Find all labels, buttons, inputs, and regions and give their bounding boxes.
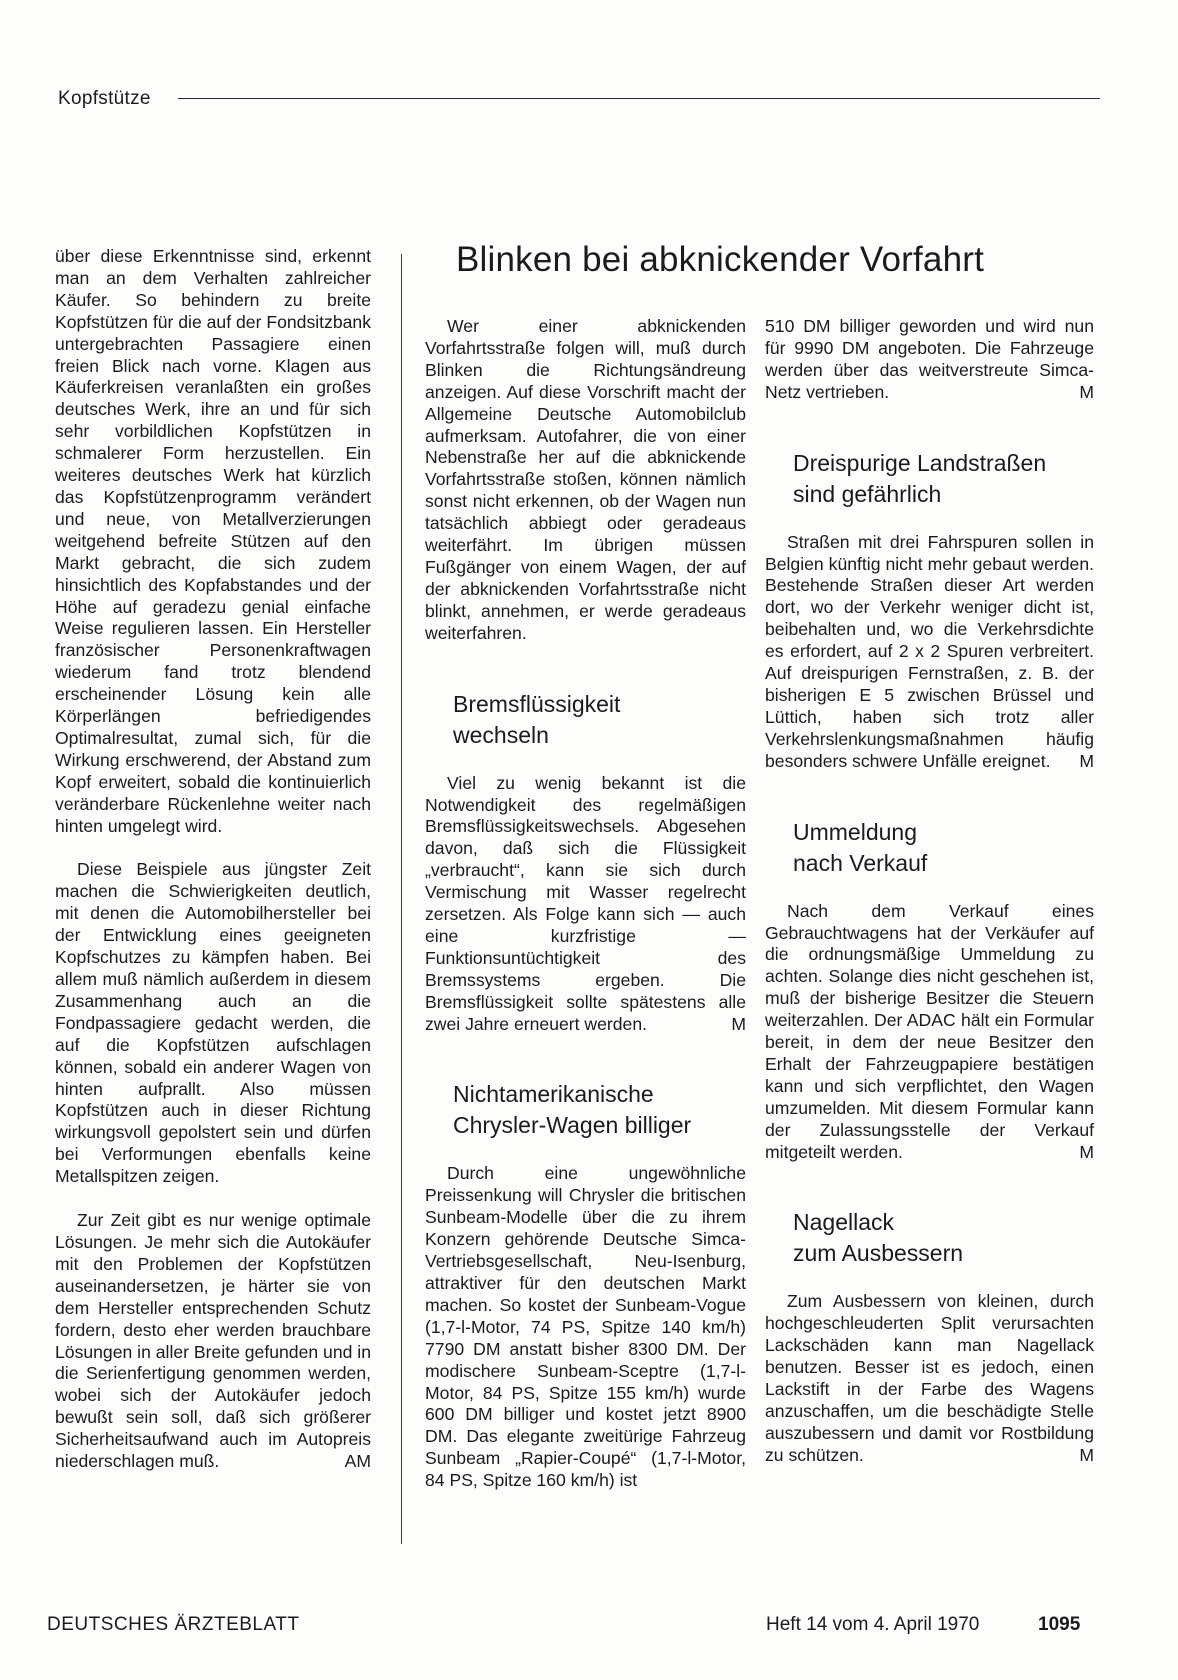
- subhead-line-1: Nichtamerikanische: [453, 1081, 654, 1108]
- left-column: [55, 246, 371, 1473]
- subhead-line-1: Dreispurige Landstraßen: [793, 449, 1047, 476]
- issue-info: Heft 14 vom 4. April 1970: [766, 1614, 980, 1635]
- subhead-line-2: wechseln: [453, 721, 549, 748]
- chrysler-continuation: [765, 316, 1094, 404]
- nagellack-heading: [765, 1207, 1094, 1269]
- dreispurige-text: Straßen mit drei Fahrspuren sollen in Belgien künftig nicht mehr gebaut werden. Bestehende Straßen dieser Art werden dort, wo der Verkehr weniger dicht ist, beibehalten und, wo die Verkehrsdichte es erfordert, auf 2 x 2 Spuren verbreitert. Auf dreispurigen Fernstraßen, z. B. der bisherigen E 5 zwischen Brüssel und Lüttich, haben sich trotz aller Verkehrslenkungsmaßnahmen häufig besonders schwere Unfälle ereignet.: [765, 531, 1094, 771]
- ummeldung-heading: [765, 817, 1094, 879]
- journal-name: DEUTSCHES ÄRZTEBLATT: [47, 1614, 300, 1635]
- nagellack-body: [765, 1291, 1094, 1466]
- chrysler-continuation-text: 510 DM billiger geworden und wird nun für 9990 DM angeboten. Die Fahrzeuge werden über das weitverstreute Simca-Netz vertrieben.: [765, 316, 1094, 402]
- author-signature: M: [731, 1013, 746, 1034]
- subhead-line-2: nach Verkauf: [793, 849, 928, 876]
- author-signature: M: [1079, 381, 1094, 402]
- left-paragraph-3-text: Zur Zeit gibt es nur wenige optimale Lösungen. Je mehr sich die Autokäufer mit den Problemen der Kopfstützen auseinandersetzen, je härter sie von dem Hersteller entsprechenden Schutz fordern, desto eher werden brauchbare Lösungen in aller Breite gefunden und in die Serienfertigung genommen werden, wobei sich der Autokäufer jedoch bewußt sein soll, daß sich größerer Sicherheitsaufwand auch im Autopreis niederschlagen muß.: [55, 1210, 371, 1472]
- subhead-line-2: Chrysler-Wagen billiger: [453, 1112, 692, 1139]
- dreispurige-body: [765, 532, 1094, 773]
- author-signature: AM: [344, 1451, 371, 1472]
- dreispurige-heading: [765, 448, 1094, 510]
- header-rule: [178, 98, 1100, 99]
- main-headline: Blinken bei abknickender Vorfahrt: [456, 240, 985, 279]
- left-paragraph-1: über diese Erkenntnisse sind, erkennt man an dem Verhalten zahlreicher Käufer. So behindern zu breite Kopfstützen für die auf der Fondsitzbank untergebrachten Passagiere einen freien Blick nach vorne. Klagen aus Käuferkreisen veranlaßten ein großes deutsches Werk, ihre an und für sich sehr vorbildlichen Kopfstützen in schmalerer Form herzustellen. Ein weiteres deutsches Werk hat kürzlich das Kopfstützenprogramm verändert und neue, von Metallverzierungen weitgehend befreite Stützen auf den Markt gebracht, die sich zudem hinsichtlich des Kopfabstandes und der Höhe auf geradezu genial einfache Weise regulieren lassen. Ein Hersteller französischer Personenkraftwagen wiederum fand trotz blendend erscheinender Lösung kein alle Körperlängen befriedigendes Optimalresultat, zumal sich, für die Wirkung erschwerend, der Abstand zum Kopf erweitert, sobald die kontinuierlich veränderbare Rückenlehne weiter nach hinten umgelegt wird.: [55, 246, 371, 836]
- left-paragraph-3: [55, 1210, 371, 1473]
- ummeldung-text: Nach dem Verkauf eines Gebrauchtwagens hat der Verkäufer auf die ordnungsmäßige Ummeldung zu achten. Solange dies nicht geschehen ist, muß der bisherige Besitzer die Steuern weiterzahlen. Der ADAC hält ein Formular bereit, in dem der neue Besitzer den Erhalt der Fahrzeugpapiere bestätigen kann und sich verpflichtet, den Wagen umzumelden. Mit diesem Formular kann der Zulassungsstelle der Verkauf mitgeteilt werden.: [765, 900, 1094, 1162]
- section-label: Kopfstütze: [58, 88, 151, 109]
- author-signature: M: [1079, 1444, 1094, 1465]
- bremsfluessigkeit-heading: [425, 689, 746, 751]
- chrysler-heading: [425, 1079, 746, 1141]
- subhead-line-2: zum Ausbessern: [793, 1240, 964, 1267]
- subhead-line-1: Bremsflüssigkeit: [453, 690, 621, 717]
- subhead-line-2: sind gefährlich: [793, 480, 942, 507]
- author-signature: M: [1079, 750, 1094, 771]
- blinken-article-body: Wer einer abknickenden Vorfahrtsstraße folgen will, muß durch Blinken die Richtungsändreung anzeigen. Auf diese Vorschrift macht der Allgemeine Deutsche Automobilclub aufmerksam. Autofahrer, die von einer Nebenstraße her auf die abknickende Vorfahrtsstraße stoßen, können nämlich sonst nicht erkennen, ob der Wagen nun tatsächlich abbiegt oder geradeaus weiterfährt. Im übrigen müssen Fußgänger von einem Wagen, der auf der abknickenden Vorfahrtsstraße nicht blinkt, annehmen, er werde geradeaus weiterfahren.: [425, 316, 746, 643]
- right-column: [765, 316, 1094, 1467]
- column-divider: [401, 254, 402, 1544]
- left-paragraph-2: Diese Beispiele aus jüngster Zeit machen die Schwierigkeiten deutlich, mit denen die Automobilhersteller bei der Entwicklung eines geeigneten Kopfschutzes zu kämpfen haben. Bei allem muß nämlich außerdem in diesem Zusammenhang auch an die Fondpassagiere gedacht werden, die auf die Kopfstützen aufschlagen können, sobald ein anderer Wagen von hinten aufprallt. Also müssen Kopfstützen auch in dieser Richtung wirkungsvoll gepolstert sein und dürfen bei Verformungen ebenfalls keine Metallspitzen zeigen.: [55, 859, 371, 1187]
- nagellack-text: Zum Ausbessern von kleinen, durch hochgeschleuderten Split verursachten Lackschäden kann man Nagellack benutzen. Besser ist es jedoch, einen Lackstift in der Farbe des Wagens anzuschaffen, um die beschädigte Stelle auszubessern und damit vor Rostbildung zu schützen.: [765, 1291, 1094, 1465]
- author-signature: M: [1079, 1141, 1094, 1162]
- subhead-line-1: Ummeldung: [793, 818, 917, 845]
- chrysler-body: Durch eine ungewöhnliche Preissenkung will Chrysler die britischen Sunbeam-Modelle über die zu ihrem Konzern gehörende Deutsche Simca-Vertriebsgesellschaft, Neu-Isenburg, attraktiver für den deutschen Markt machen. So kostet der Sunbeam-Vogue (1,7-l-Motor, 74 PS, Spitze 140 km/h) 7790 DM anstatt bisher 8300 DM. Der modischere Sunbeam-Sceptre (1,7-l-Motor, 84 PS, Spitze 155 km/h) wurde 600 DM billiger und kostet jetzt 8900 DM. Das elegante zweitürige Fahrzeug Sunbeam „Rapier-Coupé“ (1,7-l-Motor, 84 PS, Spitze 160 km/h) ist: [425, 1163, 746, 1491]
- bremsfluessigkeit-body: [425, 773, 746, 1036]
- middle-column: [425, 316, 746, 1492]
- page-number: 1095: [1038, 1614, 1081, 1635]
- bremsfluessigkeit-text: Viel zu wenig bekannt ist die Notwendigkeit des regelmäßigen Bremsflüssigkeitswechsels. Abgesehen davon, daß sich die Flüssigkeit „verbraucht“, kann sie sich durch Vermischung mit Wasser regelrecht zersetzen. Als Folge kann sich — auch eine kurzfristige — Funktionsuntüchtigkeit des Bremssystems ergeben. Die Bremsflüssigkeit sollte spätestens alle zwei Jahre erneuert werden.: [425, 772, 746, 1034]
- subhead-line-1: Nagellack: [793, 1209, 894, 1236]
- ummeldung-body: [765, 901, 1094, 1164]
